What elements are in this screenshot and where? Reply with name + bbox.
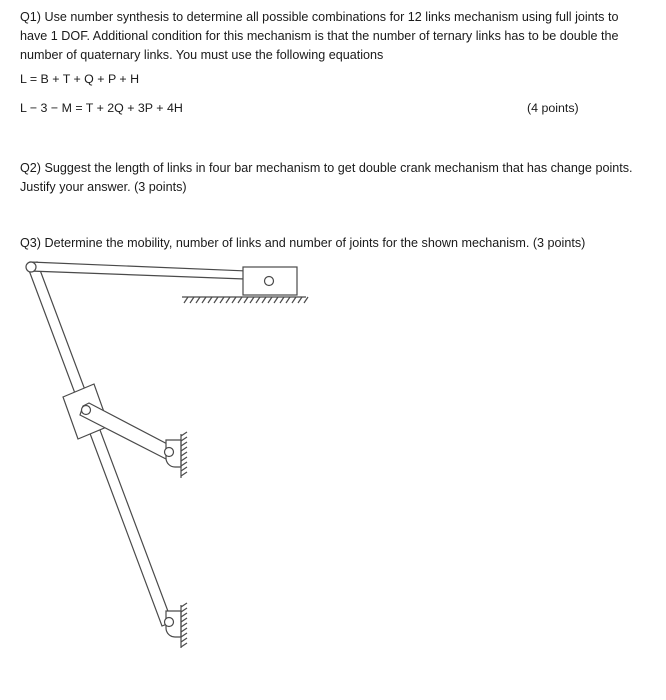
coupler-link (30, 262, 272, 280)
middle-ground-pivot (165, 432, 188, 478)
slider-ground (182, 297, 308, 303)
collar-pin (82, 406, 91, 415)
equation-mobility: L − 3 − M = T + 2Q + 3P + 4H (20, 101, 183, 115)
equation-links-sum: L = B + T + Q + P + H (20, 72, 140, 86)
question-2-text: Q2) Suggest the length of links in four bar mechanism to get double crank mechanism that has change points. Justify your answer. (3 points) (20, 161, 633, 194)
slider-pin (265, 277, 274, 286)
question-1-text: Q1) Use number synthesis to determine all possible combinations for 12 links mechanism using full joints to have 1 DOF. Additional condition for this mechanism is that the number of ternary links has to be double the number of quaternary links. You must use the following equations (20, 10, 619, 62)
mechanism-figure (0, 255, 330, 695)
question-1-points: (4 points) (527, 101, 579, 115)
top-pivot-joint (26, 262, 36, 272)
question-3-text: Q3) Determine the mobility, number of links and number of joints for the shown mechanism. (3 points) (20, 236, 586, 250)
